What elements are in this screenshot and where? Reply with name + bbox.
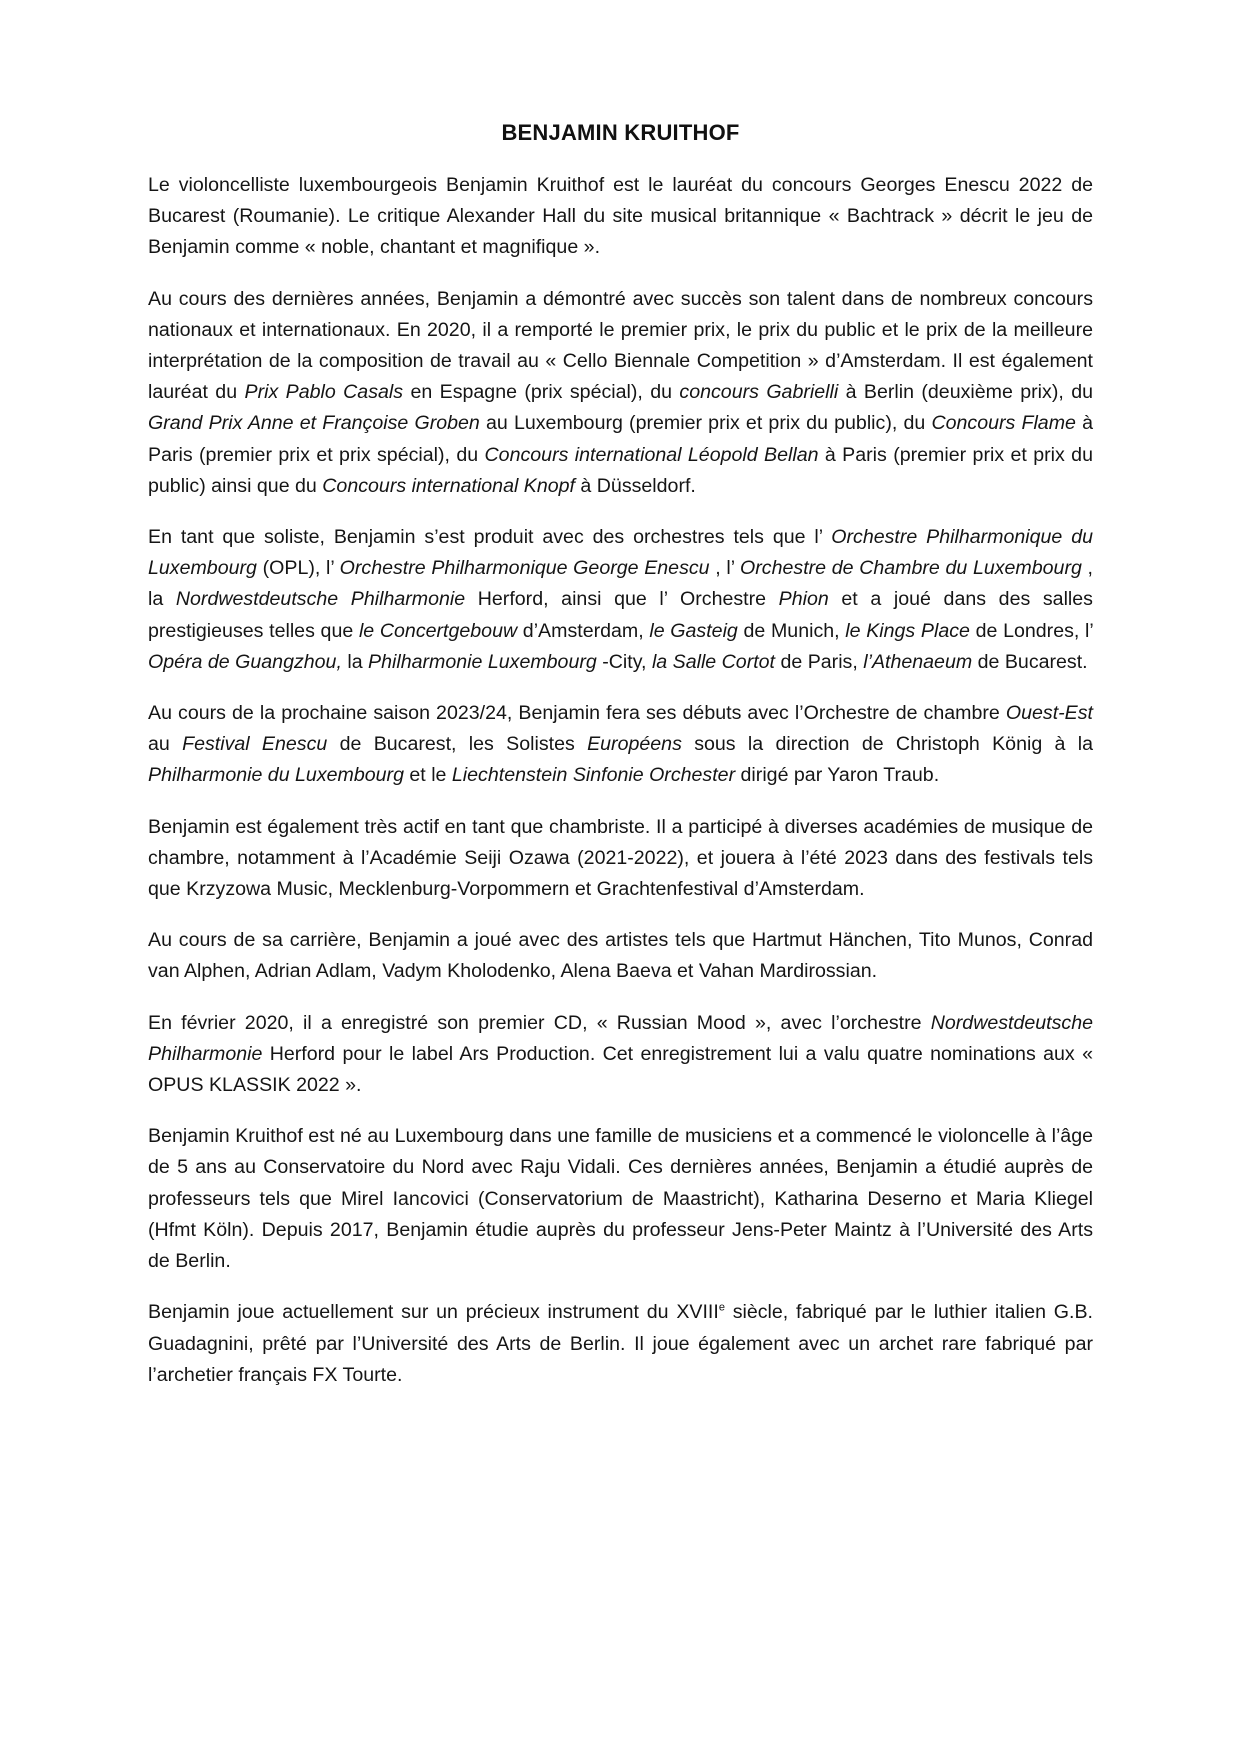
text-run: à Düsseldorf.	[574, 474, 696, 497]
italic-text: Prix Pablo Casals	[244, 381, 404, 404]
text-run: (OPL), l’	[256, 557, 340, 580]
paragraph	[148, 925, 1093, 987]
italic-text: Liechtenstein Sinfonie Orchester	[451, 764, 736, 787]
text-run: Au cours des dernières années, Benjamin a démontré avec succès son talent dans de nombreux concours nationaux et internationaux. En 2020, il a remporté le premier prix, le prix du public et le prix de la meilleure interprétation de la composition de travail au « Cello Biennale Competition » d’Amsterdam. Il est également lauréat du	[148, 287, 1093, 404]
italic-text: Concours Flame	[931, 412, 1076, 435]
text-run: En février 2020, il a enregistré son premier CD, « Russian Mood », avec l’orchestre	[148, 1011, 931, 1034]
text-run: la	[341, 650, 369, 673]
italic-text: Orchestre Philharmonique du Luxembourg	[148, 526, 1093, 580]
text-run: au	[148, 733, 183, 756]
text-run: En tant que soliste, Benjamin s’est produit avec des orchestres tels que l’	[148, 526, 832, 549]
document-title: BENJAMIN KRUITHOF	[501, 120, 740, 145]
italic-text: Ouest-Est	[1005, 702, 1093, 725]
text-run: à Berlin (deuxième prix), du	[838, 381, 1093, 404]
italic-text: Nordwestdeutsche Philharmonie	[175, 588, 466, 611]
text-run: d’Amsterdam,	[517, 619, 650, 642]
text-run: dirigé par Yaron Traub.	[735, 764, 940, 787]
text-run: de Londres, l’	[969, 619, 1094, 642]
italic-text: le Concertgebouw	[358, 619, 518, 642]
text-run: , la	[148, 557, 1093, 611]
italic-text: Nordwestdeutsche Philharmonie	[148, 1011, 1093, 1065]
text-run: en Espagne (prix spécial), du	[403, 381, 680, 404]
italic-text: Festival Enescu	[182, 733, 328, 756]
italic-text: Philharmonie Luxembourg	[368, 650, 597, 673]
italic-text: Orchestre de Chambre du Luxembourg	[740, 557, 1082, 580]
italic-text: Grand Prix Anne et Françoise Groben	[148, 412, 480, 435]
italic-text: le Gasteig	[649, 619, 738, 642]
text-run: Au cours de la prochaine saison 2023/24, Benjamin fera ses débuts avec l’Orchestre de chambre	[148, 702, 1006, 725]
paragraph	[148, 1121, 1093, 1277]
paragraph	[148, 284, 1093, 502]
text-run: -City,	[596, 650, 652, 673]
text-run: de Munich,	[737, 619, 846, 642]
text-run: et a joué dans des salles prestigieuses telles que	[148, 588, 1093, 642]
text-run: sous la direction de Christoph König à la	[681, 733, 1093, 756]
text-run: Benjamin Kruithof est né au Luxembourg dans une famille de musiciens et a commencé le violoncelle à l’âge de 5 ans au Conservatoire du Nord avec Raju Vidali. Ces dernières années, Benjamin a étudié auprès de professeurs tels que Mirel Iancovici (Conservatorium de Maastricht), Katharina Deserno et Maria Kliegel (Hfmt Köln). Depuis 2017, Benjamin étudie auprès du professeur Jens-Peter Maintz à l’Université des Arts de Berlin.	[148, 1125, 1093, 1273]
paragraph	[148, 170, 1093, 264]
text-run: Herford, ainsi que l’ Orchestre	[465, 588, 779, 611]
paragraph	[148, 522, 1093, 678]
italic-text: Phion	[778, 588, 829, 611]
text-run: Herford pour le label Ars Production. Cet enregistrement lui a valu quatre nominations aux « OPUS KLASSIK 2022 ».	[148, 1042, 1093, 1097]
text-run: à Paris (premier prix et prix du public) ainsi que du	[148, 443, 1093, 497]
italic-text: Concours international Knopf	[322, 474, 575, 497]
italic-text: la Salle Cortot	[651, 650, 776, 673]
italic-text: l’Athenaeum	[863, 650, 973, 673]
paragraph	[148, 812, 1093, 906]
italic-text: Orchestre Philharmonique George Enescu	[339, 557, 710, 580]
italic-text: concours Gabrielli	[679, 381, 839, 404]
text-run: de Bucarest.	[972, 650, 1088, 673]
paragraph	[148, 1297, 1093, 1391]
text-run: siècle, fabriqué par le luthier italien G.B. Guadagnini, prêté par l’Université des Arts de Berlin. Il joue également avec un archet rare fabriqué par l’archetier français FX Tourte.	[148, 1301, 1094, 1386]
text-run: Au cours de sa carrière, Benjamin a joué avec des artistes tels que Hartmut Hänchen, Tito Munos, Conrad van Alphen, Adrian Adlam, Vadym Kholodenko, Alena Baeva et Vahan Mardirossian.	[148, 929, 1093, 983]
text-run: Benjamin joue actuellement sur un précieux instrument du XVIII	[148, 1301, 719, 1324]
italic-text: Philharmonie du Luxembourg	[148, 764, 404, 787]
paragraph	[148, 1008, 1093, 1102]
text-run: et le	[403, 764, 452, 787]
italic-text: Concours international Léopold Bellan	[484, 443, 819, 466]
italic-text: Opéra de Guangzhou,	[148, 650, 342, 673]
document-body	[148, 170, 1093, 1411]
text-run: , l’	[709, 557, 741, 580]
text-run: Le violoncelliste luxembourgeois Benjamin Kruithof est le lauréat du concours Georges Enescu 2022 de Bucarest (Roumanie). Le critique Alexander Hall du site musical britannique « Bachtrack » décrit le jeu de Benjamin comme « noble, chantant et magnifique ».	[148, 174, 1093, 259]
text-run: à Paris (premier prix et prix spécial), du	[148, 412, 1093, 466]
italic-text: Européens	[587, 733, 682, 756]
text-run: Benjamin est également très actif en tant que chambriste. Il a participé à diverses académies de musique de chambre, notamment à l’Académie Seiji Ozawa (2021-2022), et jouera à l’été 2023 dans des festivals tels que Krzyzowa Music, Mecklenburg-Vorpommern et Grachtenfestival d’Amsterdam.	[148, 815, 1093, 901]
italic-text: le Kings Place	[845, 619, 970, 642]
text-run: de Bucarest, les Solistes	[327, 733, 588, 756]
text-run: de Paris,	[775, 650, 864, 673]
text-run: au Luxembourg (premier prix et prix du public), du	[479, 412, 932, 435]
paragraph	[148, 698, 1093, 792]
superscript-text: e	[718, 1301, 725, 1314]
